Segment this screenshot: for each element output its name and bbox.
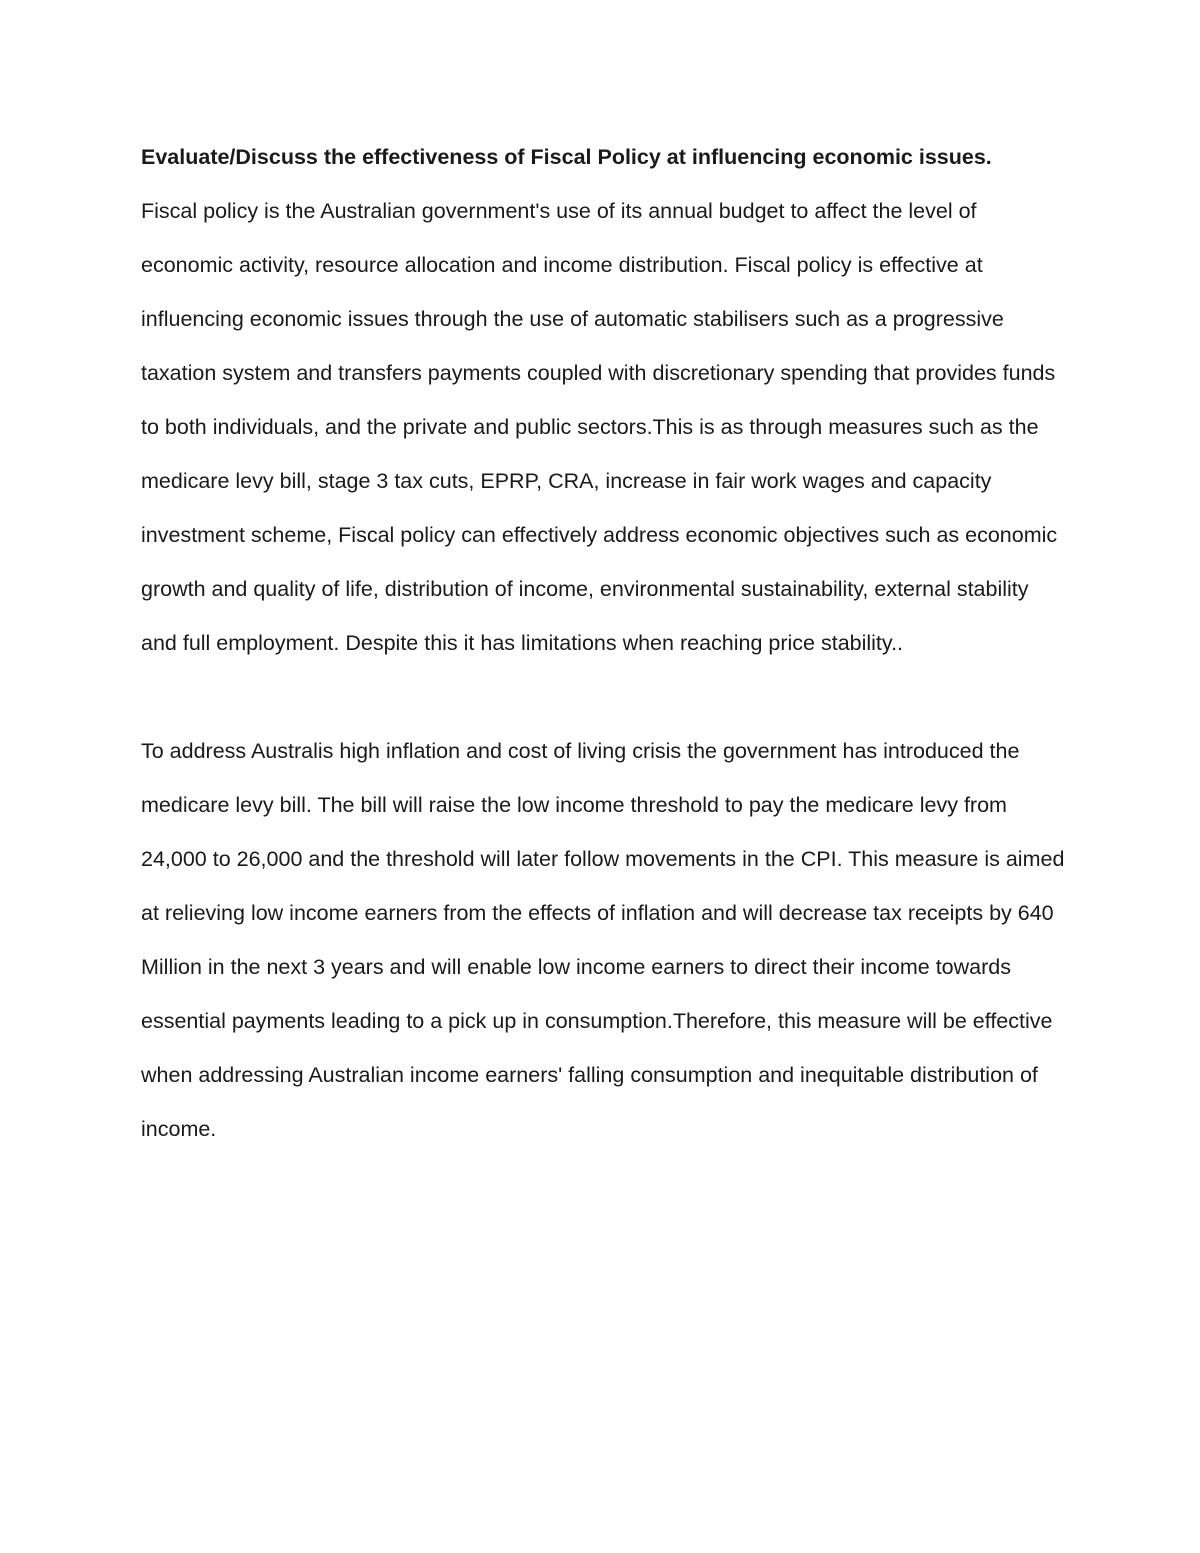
paragraph-spacer	[141, 670, 1066, 724]
document-body	[141, 130, 1066, 1156]
paragraph-intro: Fiscal policy is the Australian government's use of its annual budget to affect the level of economic activity, resource allocation and income distribution. Fiscal policy is effective at influencing economic issues through the use of automatic stabilisers such as a progressive taxation system and transfers payments coupled with discretionary spending that provides funds to both individuals, and the private and public sectors.This is as through measures such as the medicare levy bill, stage 3 tax cuts, EPRP, CRA, increase in fair work wages and capacity investment scheme, Fiscal policy can effectively address economic objectives such as economic growth and quality of life, distribution of income, environmental sustainability, external stability and full employment. Despite this it has limitations when reaching price stability..	[141, 199, 1058, 655]
paragraph-medicare-levy: To address Australis high inflation and cost of living crisis the government has introduced the medicare levy bill. The bill will raise the low income threshold to pay the medicare levy from 24,000 to 26,000 and the threshold will later follow movements in the CPI. This measure is aimed at relieving low income earners from the effects of inflation and will decrease tax receipts by 640 Million in the next 3 years and will enable low income earners to direct their income towards essential payments leading to a pick up in consumption.Therefore, this measure will be effective when addressing Australian income earners' falling consumption and inequitable distribution of income.	[141, 739, 1065, 1141]
document-title: Evaluate/Discuss the effectiveness of Fiscal Policy at influencing economic issues.	[141, 145, 992, 169]
